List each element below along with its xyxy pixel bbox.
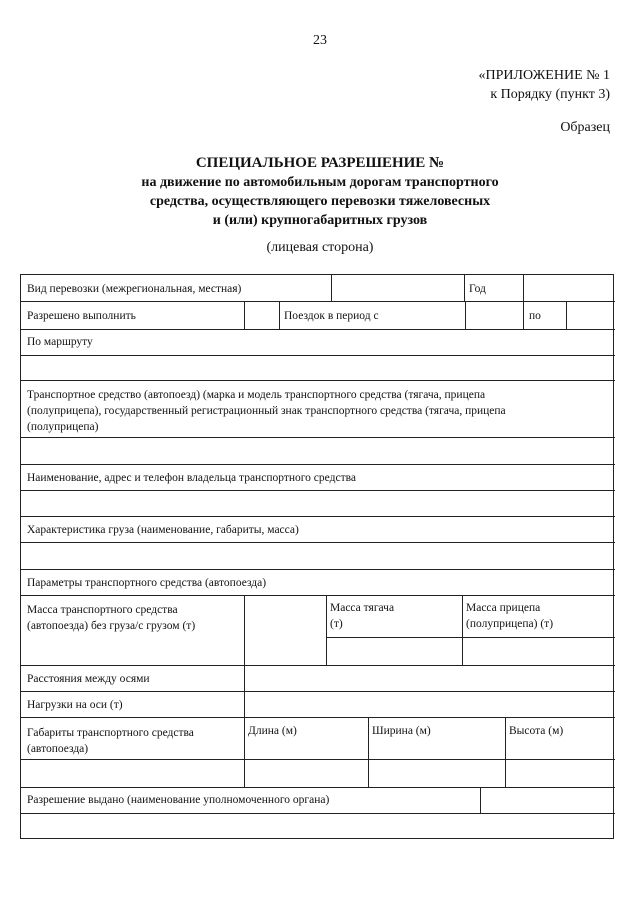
- period-to-field[interactable]: [567, 302, 615, 329]
- axle-distance-label: Расстояния между осями: [27, 673, 150, 685]
- length-field[interactable]: [245, 760, 368, 787]
- mass-label-line-1: Масса транспортного средства: [27, 604, 178, 616]
- title-line-1: СПЕЦИАЛЬНОЕ РАЗРЕШЕНИЕ №: [195, 155, 445, 171]
- document-title: [0, 154, 640, 230]
- permit-form-table: [20, 274, 614, 839]
- page-number: 23: [313, 33, 327, 48]
- col-divider: [279, 301, 280, 329]
- row-divider: [21, 787, 615, 788]
- period-to-label: по: [529, 310, 541, 322]
- tractor-mass-label-line-2: (т): [330, 618, 343, 630]
- title-line-3: средства, осуществляющего перевозки тяжеловесных: [149, 194, 491, 209]
- dimensions-label-line-2: (автопоезда): [27, 743, 89, 755]
- row-divider: [21, 329, 615, 330]
- period-from-field[interactable]: [466, 302, 523, 329]
- mass-field[interactable]: [245, 596, 326, 665]
- sample-label: Образец: [560, 120, 610, 135]
- trips-period-label: Поездок в период с: [284, 310, 379, 322]
- row-divider: [21, 569, 615, 570]
- height-label: Высота (м): [509, 725, 564, 737]
- route-field[interactable]: [21, 356, 615, 380]
- row-divider: [21, 516, 615, 517]
- vehicle-label-line-2: (полуприцепа), государственный регистрационный знак транспортного средства (тягача, прицепа: [27, 405, 506, 417]
- width-field[interactable]: [369, 760, 505, 787]
- tractor-mass-field[interactable]: [327, 638, 462, 665]
- side-label: (лицевая сторона): [266, 240, 374, 255]
- dimensions-label-line-1: Габариты транспортного средства: [27, 727, 194, 739]
- year-field[interactable]: [524, 275, 615, 301]
- allowed-label: Разрешено выполнить: [27, 310, 136, 322]
- route-label: По маршруту: [27, 336, 93, 348]
- length-label: Длина (м): [248, 725, 297, 737]
- col-divider: [464, 275, 465, 301]
- width-label: Ширина (м): [372, 725, 431, 737]
- row-divider: [21, 380, 615, 381]
- transport-type-field[interactable]: [332, 275, 464, 301]
- params-label: Параметры транспортного средства (автопоезда): [27, 577, 267, 589]
- vehicle-label-line-1: Транспортное средство (автопоезд) (марка и модель транспортного средства (тягача, прицепа: [27, 389, 486, 401]
- appendix-title: «ПРИЛОЖЕНИЕ № 1: [478, 68, 610, 83]
- title-line-2: на движение по автомобильным дорогам транспортного: [141, 175, 499, 190]
- axle-load-field[interactable]: [245, 692, 615, 717]
- trailer-mass-label-line-2: (полуприцепа) (т): [466, 618, 554, 630]
- mass-label-line-2: (автопоезда) без груза/с грузом (т): [27, 620, 196, 632]
- issued-by-field[interactable]: [21, 814, 615, 840]
- row-divider: [21, 301, 615, 302]
- appendix-block: [479, 66, 611, 104]
- title-line-4: и (или) крупногабаритных грузов: [212, 213, 428, 228]
- appendix-reference: к Порядку (пункт 3): [490, 87, 610, 102]
- axle-load-label: Нагрузки на оси (т): [27, 699, 123, 711]
- row-divider: [21, 464, 615, 465]
- trailer-mass-label-line-1: Масса прицепа: [466, 602, 541, 614]
- height-field[interactable]: [506, 760, 615, 787]
- owner-field[interactable]: [21, 491, 615, 516]
- axle-distance-field[interactable]: [245, 666, 615, 691]
- cargo-field[interactable]: [21, 543, 615, 569]
- col-divider: [523, 301, 524, 329]
- issued-by-label: Разрешение выдано (наименование уполномоченного органа): [27, 794, 330, 806]
- owner-label: Наименование, адрес и телефон владельца транспортного средства: [27, 472, 356, 484]
- allowed-trips-field[interactable]: [245, 302, 279, 329]
- vehicle-label-line-3: (полуприцепа): [27, 421, 99, 433]
- row-divider: [21, 717, 615, 718]
- year-label: Год: [469, 283, 486, 295]
- tractor-mass-label-line-1: Масса тягача: [330, 602, 395, 614]
- vehicle-field[interactable]: [21, 438, 615, 464]
- transport-type-label: Вид перевозки (межрегиональная, местная): [27, 283, 242, 295]
- col-divider: [480, 787, 481, 813]
- cargo-label: Характеристика груза (наименование, габариты, масса): [27, 524, 299, 536]
- trailer-mass-field[interactable]: [463, 638, 615, 665]
